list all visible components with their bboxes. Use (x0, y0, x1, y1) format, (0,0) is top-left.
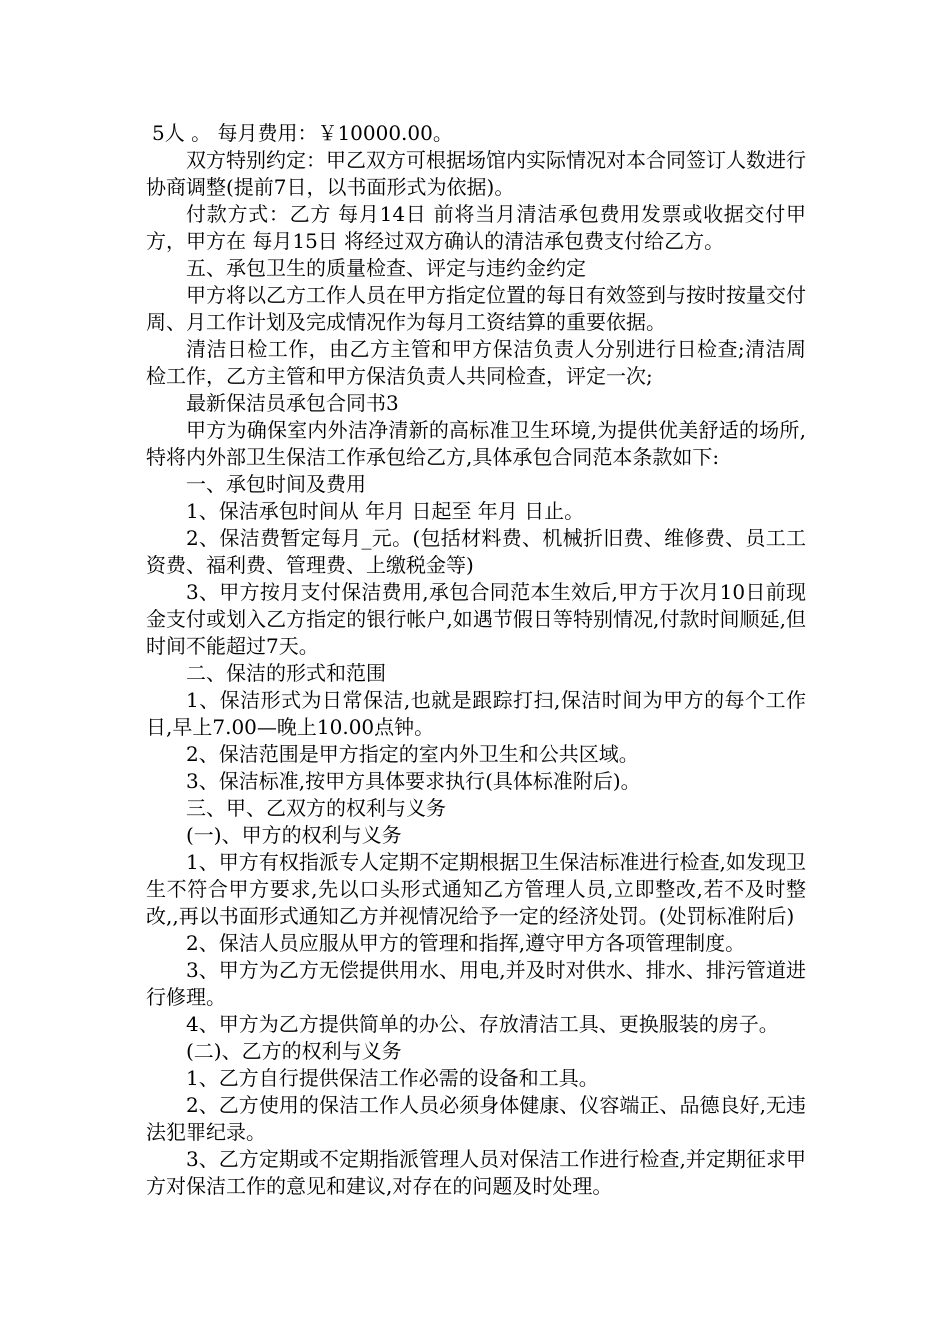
clause-1-1: 1、保洁承包时间从 年月 日起至 年月 日止。 (186, 499, 585, 523)
clause-3a-1: 1、甲方有权指派专人定期不定期根据卫生保洁标准进行检查,如发现卫生不符合甲方要求,先以口头形式通知乙方管理人员,立即整改,若不及时整改,,再以书面形式通知乙方并视情况给予一定的经济处罚。(处罚标准附后) (146, 850, 806, 928)
paragraph-special-agreement: 双方特别约定：甲乙双方可根据场馆内实际情况对本合同签订人数进行协商调整(提前7日，以书面形式为依据)。 (146, 148, 806, 199)
subsection-heading-party-a: (一)、甲方的权利与义务 (186, 823, 402, 847)
clause-1-3: 3、甲方按月支付保洁费用,承包合同范本生效后,甲方于次月10日前现金支付或划入乙方指定的银行帐户,如遇节假日等特别情况,付款时间顺延,但时间不能超过7天。 (146, 580, 806, 658)
clause-3a-4: 4、甲方为乙方提供简单的办公、存放清洁工具、更换服装的房子。 (186, 1012, 779, 1036)
section-heading-time-fee: 一、承包时间及费用 (186, 472, 366, 496)
clause-3b-1: 1、乙方自行提供保洁工作必需的设备和工具。 (186, 1066, 599, 1090)
section-heading-form-scope: 二、保洁的形式和范围 (186, 661, 386, 685)
paragraph-sign-in: 甲方将以乙方工作人员在甲方指定位置的每日有效签到与按时按量交付周、月工作计划及完成情况作为每月工资结算的重要依据。 (146, 283, 806, 334)
paragraph-payment-method: 付款方式：乙方 每月14日 前将当月清洁承包费用发票或收据交付甲方，甲方在 每月15日 将经过双方确认的清洁承包费支付给乙方。 (146, 202, 806, 253)
paragraph-intro: 甲方为确保室内外洁净清新的高标准卫生环境,为提供优美舒适的场所,特将内外部卫生保洁工作承包给乙方,具体承包合同范本条款如下: (146, 418, 806, 469)
clause-2-2: 2、保洁范围是甲方指定的室内外卫生和公共区域。 (186, 742, 639, 766)
paragraph-fee: 5人 。 每月费用：￥10000.00。 (152, 121, 453, 145)
clause-3a-2: 2、保洁人员应服从甲方的管理和指挥,遵守甲方各项管理制度。 (186, 931, 746, 955)
section-heading-quality: 五、承包卫生的质量检查、评定与违约金约定 (186, 256, 586, 280)
document-body (146, 120, 806, 1200)
clause-1-2: 2、保洁费暂定每月_元。(包括材料费、机械折旧费、维修费、员工工资费、福利费、管理费、上缴税金等) (146, 526, 806, 577)
clause-3b-2: 2、乙方使用的保洁工作人员必须身体健康、仪容端正、品德良好,无违法犯罪纪录。 (146, 1093, 806, 1144)
section-heading-rights: 三、甲、乙双方的权利与义务 (186, 796, 446, 820)
contract-subtitle: 最新保洁员承包合同书3 (186, 391, 399, 415)
clause-3b-3: 3、乙方定期或不定期指派管理人员对保洁工作进行检查,并定期征求甲方对保洁工作的意见和建议,对存在的问题及时处理。 (146, 1147, 806, 1198)
subsection-heading-party-b: (二)、乙方的权利与义务 (186, 1039, 402, 1063)
paragraph-daily-check: 清洁日检工作，由乙方主管和甲方保洁负责人分别进行日检查;清洁周检工作，乙方主管和甲方保洁负责人共同检查，评定一次; (146, 337, 806, 388)
clause-3a-3: 3、甲方为乙方无偿提供用水、用电,并及时对供水、排水、排污管道进行修理。 (146, 958, 806, 1009)
clause-2-1: 1、保洁形式为日常保洁,也就是跟踪打扫,保洁时间为甲方的每个工作日,早上7.00—晚上10.00点钟。 (146, 688, 806, 739)
clause-2-3: 3、保洁标准,按甲方具体要求执行(具体标准附后)。 (186, 769, 641, 793)
